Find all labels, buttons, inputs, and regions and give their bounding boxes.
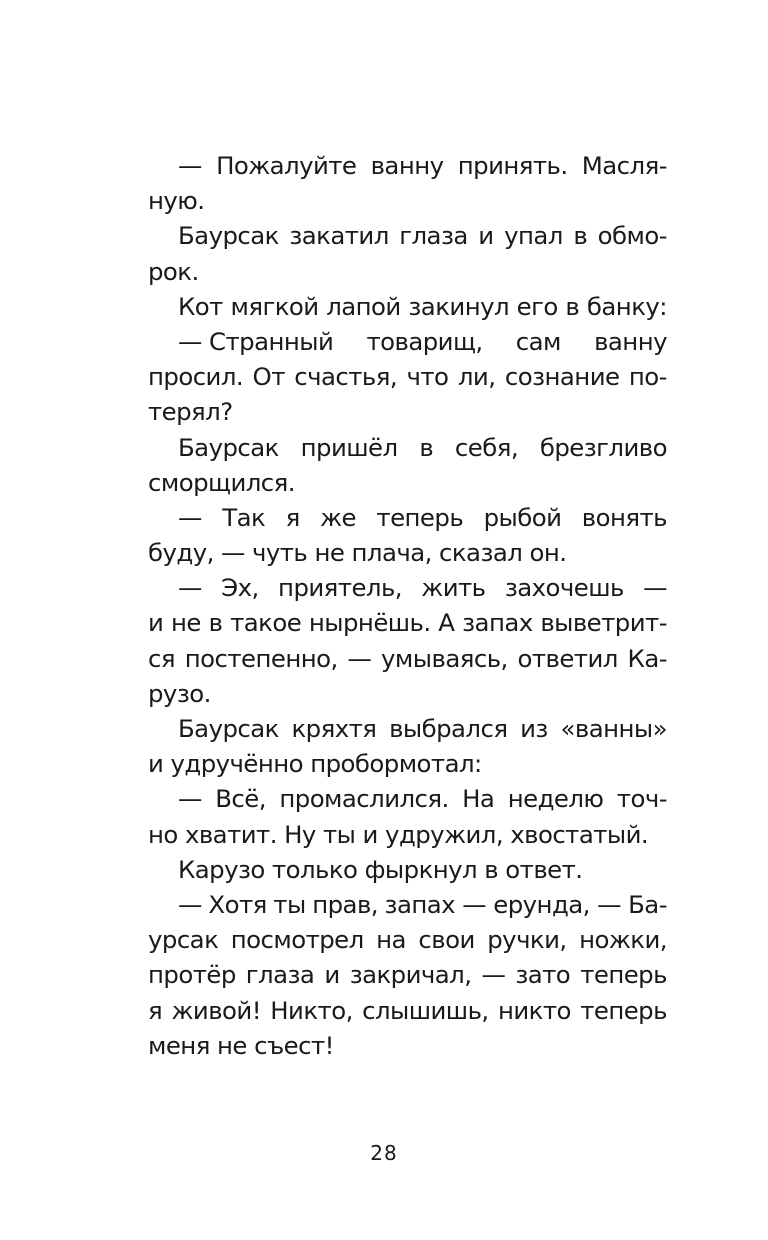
word: просил. xyxy=(148,362,244,392)
word: и xyxy=(324,960,340,990)
word: терял? xyxy=(148,397,233,427)
word: теперь xyxy=(376,502,464,532)
word: теперь xyxy=(580,995,667,1025)
word: — xyxy=(178,889,202,919)
word: выветрит- xyxy=(540,608,667,638)
word: глаза xyxy=(245,960,315,990)
word: жить xyxy=(421,573,486,603)
word: кряхтя xyxy=(291,714,377,743)
text-line xyxy=(148,500,667,535)
word: не xyxy=(171,608,201,638)
word: ножки, xyxy=(579,925,667,955)
text-line xyxy=(148,465,667,500)
word: — Странный xyxy=(178,326,334,356)
word: Эх, xyxy=(221,573,259,603)
word: из xyxy=(520,714,548,743)
word: в xyxy=(565,291,580,321)
word: рок. xyxy=(148,256,199,286)
word: ты xyxy=(273,889,306,919)
word: брезгливо xyxy=(539,432,667,462)
text-line xyxy=(148,394,667,429)
text-line xyxy=(148,957,667,992)
word: урсак xyxy=(148,925,219,955)
text-line xyxy=(148,922,667,957)
word: А xyxy=(438,608,455,638)
word: нырнёшь. xyxy=(308,608,431,638)
word: постепенно, xyxy=(184,643,338,673)
page-body xyxy=(148,148,667,1063)
word: рузо. xyxy=(148,678,211,708)
word: и xyxy=(478,221,494,251)
word: глаза xyxy=(399,221,468,251)
word: ручки, xyxy=(487,925,567,955)
word: ванну xyxy=(594,326,667,356)
word: Кот xyxy=(178,291,223,321)
text-line xyxy=(148,817,667,852)
word: — xyxy=(481,960,506,990)
word: вонять xyxy=(581,502,667,532)
word: Хотя xyxy=(208,889,267,919)
word: ную. xyxy=(148,186,205,216)
word: Баурсак xyxy=(178,221,279,251)
text-line xyxy=(148,887,667,922)
word: что xyxy=(406,362,449,392)
page-number: 28 xyxy=(370,1141,398,1165)
text-line xyxy=(148,852,667,887)
word: слышишь, xyxy=(362,995,489,1025)
word: меня не съест! xyxy=(148,1030,334,1060)
word: живой! xyxy=(171,995,261,1025)
word: — xyxy=(347,643,372,673)
word: сам xyxy=(515,326,561,356)
word: свои xyxy=(418,925,475,955)
word: его xyxy=(516,291,558,321)
word: упал xyxy=(504,221,563,251)
text-line xyxy=(148,183,667,218)
word: я xyxy=(148,995,163,1025)
word: банку: xyxy=(586,291,667,321)
word: Карузо только фыркнул в ответ. xyxy=(178,854,583,884)
word: мягкой xyxy=(230,291,319,321)
word: теперь xyxy=(580,960,667,990)
word: принять. xyxy=(457,151,568,180)
word: закинул xyxy=(408,291,510,321)
word: — xyxy=(178,784,202,814)
word: товарищ, xyxy=(366,326,483,356)
word: и xyxy=(148,608,164,638)
word: лапой xyxy=(326,291,401,321)
text-line xyxy=(148,324,667,359)
word: счастья, xyxy=(294,362,398,392)
word: — xyxy=(178,151,202,180)
word: Так xyxy=(222,502,266,532)
word: умываясь, xyxy=(381,643,508,673)
word: сморщился. xyxy=(148,467,295,497)
word: пришёл xyxy=(300,432,398,462)
text-line xyxy=(148,359,667,394)
word: буду, — чуть не плача, сказал он. xyxy=(148,538,567,568)
word: точ- xyxy=(616,784,667,814)
word: — xyxy=(178,573,202,603)
word: ли, xyxy=(457,362,496,392)
word: никто xyxy=(497,995,571,1025)
text-line xyxy=(148,781,667,816)
word: запах xyxy=(462,608,533,638)
word: неделю xyxy=(507,784,604,814)
word: приятель, xyxy=(278,573,402,603)
word: запах — ерунда, — Ба- xyxy=(384,889,667,919)
word: на xyxy=(376,925,406,955)
word: Всё, xyxy=(215,784,266,814)
word: Пожалуйте xyxy=(216,151,357,180)
word: Ка- xyxy=(627,643,667,673)
word: и удручённо пробормотал: xyxy=(148,749,482,779)
word: ся xyxy=(148,643,175,673)
word: прав, xyxy=(312,889,378,919)
text-line xyxy=(148,148,667,183)
word: зато xyxy=(515,960,571,990)
text-line xyxy=(148,289,667,324)
word: — xyxy=(643,573,667,603)
text-line xyxy=(148,746,667,781)
text-line xyxy=(148,676,667,711)
word: На xyxy=(462,784,495,814)
text-line xyxy=(148,711,667,746)
text-line xyxy=(148,641,667,676)
word: Никто, xyxy=(270,995,353,1025)
word: в xyxy=(419,432,434,462)
word: Баурсак xyxy=(178,714,279,743)
word: Баурсак xyxy=(178,432,279,462)
word: по- xyxy=(628,362,667,392)
word: такое xyxy=(230,608,302,638)
text-line xyxy=(148,430,667,465)
text-line xyxy=(148,535,667,570)
word: обмо- xyxy=(597,221,667,251)
word: сознание xyxy=(504,362,620,392)
text-line xyxy=(148,254,667,289)
word: в xyxy=(208,608,223,638)
word: себя, xyxy=(454,432,519,462)
word: — xyxy=(178,502,202,532)
text-line xyxy=(148,218,667,253)
word: «ванны» xyxy=(560,714,667,743)
text-line xyxy=(148,570,667,605)
text-line xyxy=(148,1028,667,1063)
text-line xyxy=(148,993,667,1028)
word: закричал, xyxy=(349,960,472,990)
word: ответил xyxy=(517,643,618,673)
word: ванну xyxy=(370,151,444,180)
word: закатил xyxy=(289,221,389,251)
word: но хватит. Ну ты и удружил, хвостатый. xyxy=(148,819,649,849)
word: же xyxy=(320,502,357,532)
word: захочешь xyxy=(504,573,624,603)
word: я xyxy=(285,502,300,532)
text-line xyxy=(148,605,667,640)
word: От xyxy=(252,362,285,392)
word: посмотрел xyxy=(230,925,364,955)
word: Масля- xyxy=(581,151,667,180)
word: протёр xyxy=(148,960,236,990)
word: рыбой xyxy=(483,502,562,532)
word: в xyxy=(573,221,588,251)
word: промаслился. xyxy=(279,784,449,814)
word: выбрался xyxy=(389,714,508,743)
